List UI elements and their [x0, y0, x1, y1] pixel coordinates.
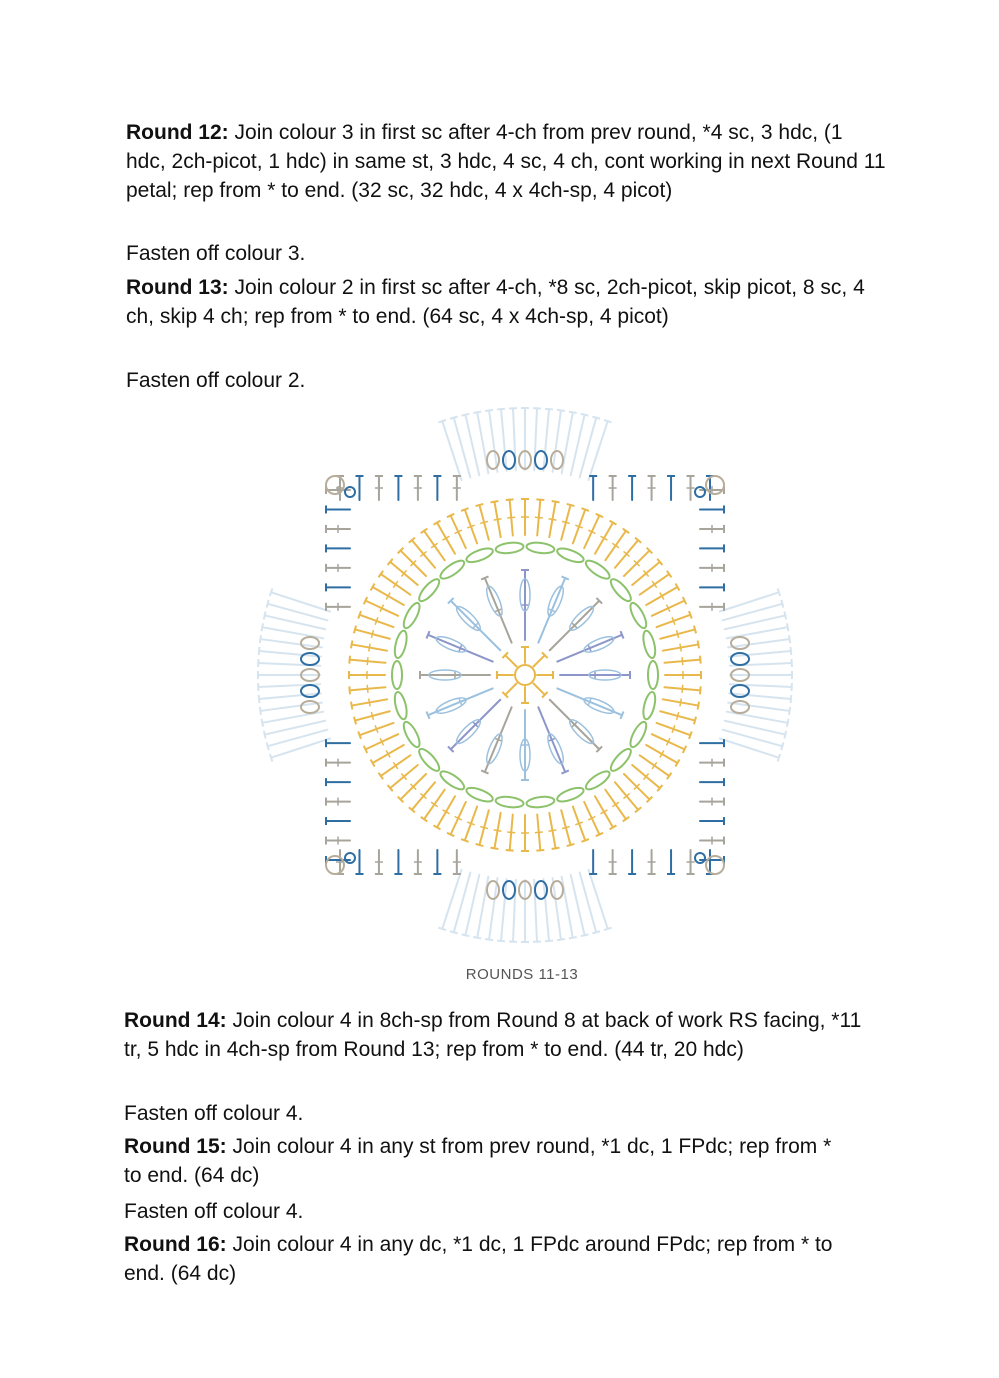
round-12-label: Round 12:: [126, 121, 229, 144]
gold-stitch-bar: [494, 830, 502, 831]
faint-petal-stitch-top: [260, 635, 261, 643]
faint-petal-stitch-top: [497, 409, 505, 410]
inner-spoke-stitch-top: [561, 770, 568, 773]
chain-oval-icon: [551, 881, 563, 899]
gold-stitch-bar: [507, 832, 515, 833]
faint-petal-stitch-top: [581, 934, 589, 936]
faint-petal-stitch-top: [262, 623, 263, 631]
green-chain-icon: [583, 768, 612, 792]
gold-stitch-bar: [677, 712, 679, 720]
chain-oval-icon: [731, 701, 749, 713]
gold-stitch-top: [354, 626, 356, 634]
faint-petal-stitch: [553, 410, 561, 471]
faint-petal-stitch: [589, 870, 608, 929]
faint-petal-stitch-top: [450, 417, 458, 419]
chain-oval-icon: [731, 637, 749, 649]
gold-stitch-top: [358, 611, 361, 619]
faint-petal-stitch-top: [260, 707, 261, 715]
corner-ring-icon: [345, 487, 355, 497]
green-chain-icon: [465, 785, 495, 804]
green-chain-icon: [438, 768, 467, 792]
gold-stitch-top: [358, 731, 361, 739]
corner-picot-icon: [326, 856, 344, 874]
faint-petal-stitch-top: [485, 410, 493, 411]
gold-stitch-top: [689, 731, 692, 739]
faint-petal-stitch-top: [264, 731, 266, 739]
gold-stitch-top: [698, 640, 699, 648]
gold-stitch-bar: [371, 712, 373, 720]
faint-petal-stitch: [720, 592, 779, 611]
faint-petal-stitch-top: [592, 931, 600, 933]
green-chain-icon: [526, 795, 555, 808]
faint-petal-stitch-top: [787, 623, 788, 631]
gold-stitch-top: [689, 611, 692, 619]
faint-petal-stitch-top: [791, 647, 792, 655]
round-12-paragraph: [126, 118, 886, 205]
faint-petal-stitch-top: [438, 928, 446, 930]
faint-petal-stitch-top: [789, 635, 790, 643]
gold-stitch-top: [354, 717, 356, 725]
faint-petal-stitch-top: [462, 414, 470, 416]
gold-stitch-bar: [535, 517, 543, 518]
faint-petal-stitch-top: [784, 612, 786, 620]
gold-stitch-top: [351, 702, 352, 710]
gold-stitch-bar: [535, 832, 543, 833]
round-13-label: Round 13:: [126, 276, 229, 299]
gold-stitch-top: [349, 656, 350, 664]
faint-petal-stitch-top: [438, 420, 446, 422]
green-chain-icon: [393, 630, 409, 660]
center-stitch: [505, 655, 516, 666]
faint-petal-stitch: [260, 703, 321, 711]
faint-petal-stitch-top: [557, 410, 565, 411]
round-14-paragraph: [124, 1006, 869, 1064]
faint-petal-stitch-top: [462, 934, 470, 936]
inner-spoke-stitch-top: [620, 711, 623, 718]
green-chain-icon: [608, 576, 634, 604]
inner-spoke-stitch-top: [426, 631, 429, 638]
gold-stitch-top: [476, 504, 484, 506]
faint-petal-stitch-top: [267, 742, 269, 750]
gold-stitch-bar: [562, 827, 570, 829]
chain-oval-icon: [301, 701, 319, 713]
gold-stitch-top: [694, 717, 696, 725]
faint-petal-stitch-top: [485, 939, 493, 940]
green-chain-icon: [393, 691, 409, 721]
gold-stitch-top: [506, 499, 514, 500]
gold-stitch-top: [552, 501, 560, 502]
gold-stitch-bar: [680, 644, 681, 652]
gold-stitch-top: [461, 508, 469, 511]
faint-petal-stitch-top: [781, 600, 783, 608]
green-chain-icon: [465, 546, 495, 565]
gold-stitch-top: [552, 848, 560, 849]
inner-spoke-stitch-top: [561, 576, 568, 579]
crochet-chart-diagram: [240, 390, 810, 960]
chain-oval-icon: [487, 451, 499, 469]
gold-stitch-top: [490, 848, 498, 849]
gold-stitch-bar: [494, 519, 502, 520]
round-13-fasten-off: Fasten off colour 2.: [126, 369, 306, 392]
gold-stitch-bar: [371, 630, 373, 638]
round-12-fasten-off: Fasten off colour 3.: [126, 242, 306, 265]
gold-stitch-bar: [480, 827, 488, 829]
gold-stitch-top: [567, 504, 575, 506]
faint-petal-stitch-top: [581, 414, 589, 416]
faint-petal-stitch-top: [604, 420, 612, 422]
center-stitch: [533, 655, 544, 666]
faint-petal-stitch-top: [787, 719, 788, 727]
gold-stitch-bar: [548, 830, 556, 831]
faint-petal-stitch-top: [789, 707, 790, 715]
faint-petal-stitch-top: [545, 941, 553, 942]
faint-petal-stitch-top: [778, 754, 780, 762]
faint-petal-stitch: [260, 639, 321, 647]
gold-stitch-top: [349, 686, 350, 694]
center-stitch: [505, 683, 516, 694]
faint-petal-stitch-top: [267, 600, 269, 608]
inner-spoke-stitch-top: [481, 770, 488, 773]
faint-petal-stitch: [271, 592, 330, 611]
green-chain-icon: [416, 746, 442, 774]
gold-stitch-bar: [480, 521, 488, 523]
inner-spoke-stitch-top: [620, 631, 623, 638]
round-16-text: Join colour 4 in any dc, *1 dc, 1 FPdc around FPdc; rep from * to end. (64 dc): [124, 1233, 833, 1285]
diagram-caption: ROUNDS 11-13: [465, 966, 579, 983]
gold-stitch-bar: [677, 630, 679, 638]
round-12-text: Join colour 3 in first sc after 4-ch from prev round, *4 sc, 3 hdc, (1 hdc, 2ch-picot, 1 hdc) in same st, 3 hdc, 4 sc, 4 ch, cont working in next Round 11 petal; rep from * to end. (32 sc, 32 hdc, 4 x 4ch-sp, 4 picot): [126, 121, 886, 202]
gold-stitch-bar: [562, 521, 570, 523]
chain-oval-icon: [301, 637, 319, 649]
faint-petal-stitch: [589, 421, 608, 480]
gold-stitch-top: [700, 656, 701, 664]
faint-petal-stitch-top: [259, 647, 260, 655]
faint-petal-stitch-top: [781, 742, 783, 750]
faint-petal-stitch-top: [784, 731, 786, 739]
gold-stitch-bar: [369, 644, 370, 652]
gold-stitch-bar: [367, 685, 368, 693]
green-chain-icon: [556, 785, 586, 804]
faint-petal-stitch-top: [259, 695, 260, 703]
green-chain-icon: [556, 546, 586, 565]
gold-stitch-bar: [680, 698, 681, 706]
gold-stitch-top: [567, 844, 575, 846]
corner-ring-icon: [345, 853, 355, 863]
faint-petal-stitch: [728, 703, 789, 711]
gold-stitch-bar: [369, 698, 370, 706]
gold-stitch-top: [490, 501, 498, 502]
gold-stitch-top: [536, 499, 544, 500]
corner-picot-icon: [326, 476, 344, 494]
center-ring-icon: [515, 665, 535, 685]
green-chain-icon: [641, 630, 657, 660]
faint-petal-stitch: [271, 739, 330, 758]
corner-ring-icon: [695, 853, 705, 863]
corner-picot-icon: [706, 476, 724, 494]
gold-stitch-bar: [507, 517, 515, 518]
round-14-fasten-off: Fasten off colour 4.: [124, 1102, 304, 1125]
faint-petal-stitch-top: [450, 931, 458, 933]
faint-petal-stitch-top: [592, 417, 600, 419]
faint-petal-stitch-top: [545, 409, 553, 410]
faint-petal-stitch: [489, 410, 497, 471]
inner-spoke-stitch-top: [426, 711, 429, 718]
faint-petal-stitch-top: [270, 588, 272, 596]
gold-stitch-top: [536, 850, 544, 851]
green-chain-icon: [495, 541, 524, 554]
gold-stitch-bar: [367, 657, 368, 665]
chain-oval-icon: [487, 881, 499, 899]
faint-petal-stitch: [442, 421, 461, 480]
faint-petal-stitch-top: [604, 928, 612, 930]
faint-petal-stitch-top: [473, 412, 481, 413]
faint-petal-stitch-top: [569, 412, 577, 413]
round-15-label: Round 15:: [124, 1135, 227, 1158]
green-chain-icon: [392, 661, 402, 689]
round-15-text: Join colour 4 in any st from prev round, *1 dc, 1 FPdc; rep from * to end. (64 dc): [124, 1135, 832, 1187]
gold-stitch-top: [476, 844, 484, 846]
gold-stitch-bar: [682, 685, 683, 693]
green-chain-icon: [416, 576, 442, 604]
faint-petal-stitch-top: [569, 937, 577, 938]
gold-stitch-top: [581, 839, 589, 842]
green-chain-icon: [495, 795, 524, 808]
round-15-paragraph: [124, 1132, 844, 1190]
gold-stitch-bar: [682, 657, 683, 665]
round-13-text: Join colour 2 in first sc after 4-ch, *8 sc, 2ch-picot, skip picot, 8 sc, 4 ch, skip 4 ch; rep from * to end. (64 sc, 4 x 4ch-sp, 4 picot): [126, 276, 865, 328]
round-13-paragraph: [126, 273, 866, 331]
corner-ring-icon: [695, 487, 705, 497]
gold-stitch-top: [581, 508, 589, 511]
faint-petal-stitch-top: [791, 695, 792, 703]
faint-petal-stitch-top: [497, 941, 505, 942]
crochet-chart-content: [258, 408, 792, 942]
corner-picot-icon: [706, 856, 724, 874]
green-chain-icon: [648, 661, 658, 689]
round-16-paragraph: [124, 1230, 864, 1288]
faint-petal-stitch-top: [778, 588, 780, 596]
round-15-fasten-off: Fasten off colour 4.: [124, 1200, 304, 1223]
gold-stitch-top: [351, 640, 352, 648]
faint-petal-stitch-top: [264, 612, 266, 620]
green-chain-icon: [583, 558, 612, 582]
green-chain-icon: [526, 541, 555, 554]
chain-oval-icon: [551, 451, 563, 469]
inner-spoke-stitch-top: [481, 576, 488, 579]
green-chain-icon: [641, 691, 657, 721]
faint-petal-stitch: [553, 878, 561, 939]
round-14-text: Join colour 4 in 8ch-sp from Round 8 at back of work RS facing, *11 tr, 5 hdc in 4ch-sp from Round 13; rep from * to end. (44 tr, 20 hdc): [124, 1009, 862, 1061]
faint-petal-stitch: [720, 739, 779, 758]
gold-stitch-top: [698, 702, 699, 710]
round-16-label: Round 16:: [124, 1233, 227, 1256]
faint-petal-stitch-top: [473, 937, 481, 938]
green-chain-icon: [608, 746, 634, 774]
faint-petal-stitch-top: [557, 939, 565, 940]
gold-stitch-top: [461, 839, 469, 842]
gold-stitch-top: [700, 686, 701, 694]
green-chain-icon: [438, 558, 467, 582]
faint-petal-stitch: [442, 870, 461, 929]
gold-stitch-top: [694, 626, 696, 634]
faint-petal-stitch: [728, 639, 789, 647]
round-14-label: Round 14:: [124, 1009, 227, 1032]
gold-stitch-bar: [548, 519, 556, 520]
faint-petal-stitch-top: [270, 754, 272, 762]
faint-petal-stitch: [489, 878, 497, 939]
gold-stitch-top: [506, 850, 514, 851]
center-stitch: [533, 683, 544, 694]
faint-petal-stitch-top: [262, 719, 263, 727]
